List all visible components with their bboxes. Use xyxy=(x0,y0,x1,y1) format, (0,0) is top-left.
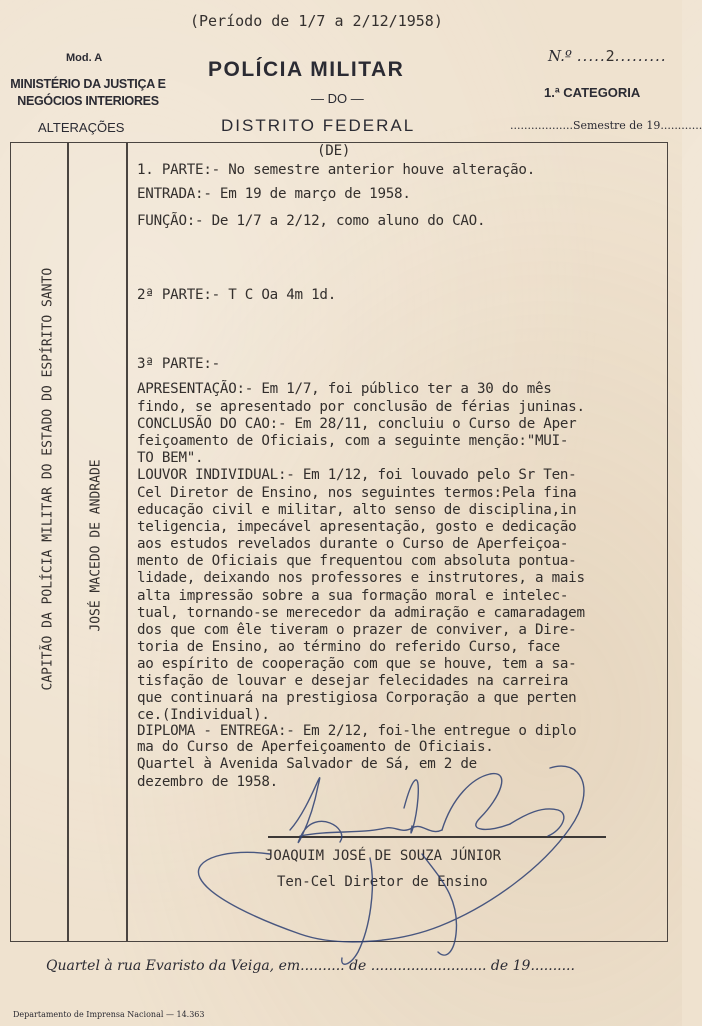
de-label: (DE) xyxy=(317,143,351,159)
body-line: 3ª PARTE:- xyxy=(137,356,220,372)
body-line: dezembro de 1958. xyxy=(137,774,278,790)
body-line: ce.(Individual). xyxy=(137,707,270,723)
semester-text: Semestre de 19 xyxy=(572,119,661,132)
body-line: feiçoamento de Oficiais, com a seguinte menção:"MUI- xyxy=(137,433,569,449)
body-line: APRESENTAÇÃO:- Em 1/7, foi público ter a 30 do mês xyxy=(137,381,552,397)
number-value: 2 xyxy=(605,47,615,65)
body-line: CONCLUSÃO DO CAO:- Em 28/11, concluiu o Curso de Aper xyxy=(137,416,577,432)
body-line: findo, se apresentado por conclusão de férias juninas. xyxy=(137,399,585,415)
period-heading: (Período de 1/7 a 2/12/1958) xyxy=(190,12,443,30)
handwritten-signature xyxy=(190,738,610,978)
body-line: Quartel à Avenida Salvador de Sá, em 2 de xyxy=(137,756,477,772)
body-line: dos que com êle tiveram o prazer de conviver, a Dire- xyxy=(137,622,577,638)
number-label: N.º xyxy=(548,47,572,65)
person-name: JOSÉ MACEDO DE ANDRADE xyxy=(88,459,104,632)
model-label: Mod. A xyxy=(66,52,103,64)
body-line: educação civil e militar, alto senso de disciplina,in xyxy=(137,502,577,518)
body-line: ao espírito de cooperação com que se houve, tem a sa- xyxy=(137,656,577,672)
semester-label: ..................Semestre de 19............ xyxy=(510,119,702,132)
column-divider xyxy=(126,142,128,942)
body-line: aos estudos revelados durante o Curso de Aperfeiçoa- xyxy=(137,536,569,552)
body-line: LOUVOR INDIVIDUAL:- Em 1/12, foi louvado pelo Sr Ten- xyxy=(137,467,577,483)
body-line: DIPLOMA - ENTREGA:- Em 2/12, foi-lhe entregue o diplo xyxy=(137,723,577,739)
body-line: lidade, deixando nos professores e instrutores, a mais xyxy=(137,570,585,586)
body-line: toria de Ensino, ao término do referido Curso, face xyxy=(137,639,560,655)
signatory-title: Ten-Cel Diretor de Ensino xyxy=(277,874,488,890)
org-do: — DO — xyxy=(311,91,364,106)
ministry-name: MINISTÉRIO DA JUSTIÇA E NEGÓCIOS INTERIORES xyxy=(10,77,166,108)
alteracoes-label: ALTERAÇÕES xyxy=(38,120,125,135)
org-title: POLÍCIA MILITAR xyxy=(208,58,405,81)
imprint-line: Departamento de Imprensa Nacional — 14.363 xyxy=(13,1010,205,1019)
body-line: ma do Curso de Aperfeiçoamento de Oficiais. xyxy=(137,739,494,755)
body-line: Cel Diretor de Ensino, nos seguintes termos:Pela fina xyxy=(137,485,577,501)
body-line: que continuará na prestigiosa Corporação a que perten xyxy=(137,690,577,706)
org-district: DISTRITO FEDERAL xyxy=(221,116,416,135)
category-label: 1.ª CATEGORIA xyxy=(544,85,641,100)
footer-place-line: Quartel à rua Evaristo da Veiga, em.......... de .......................... de 19.......... xyxy=(46,958,575,974)
rank-line: CAPITÃO DA POLÍCIA MILITAR DO ESTADO DO ESPÍRITO SANTO xyxy=(40,267,56,691)
body-line: FUNÇÃO:- De 1/7 a 2/12, como aluno do CAO. xyxy=(137,213,486,229)
column-divider xyxy=(67,142,69,942)
signatory-name: JOAQUIM JOSÉ DE SOUZA JÚNIOR xyxy=(265,848,502,864)
body-line: alta impressão sobre a sua formação moral e intelec- xyxy=(137,588,569,604)
body-line: tisfação de louvar e desejar felecidades na carreira xyxy=(137,673,569,689)
body-line: ENTRADA:- Em 19 de março de 1958. xyxy=(137,186,411,202)
body-line: tual, tornando-se merecedor da admiração e camaradagem xyxy=(137,605,585,621)
body-line: 2ª PARTE:- T C Oa 4m 1d. xyxy=(137,287,336,303)
body-line: teligencia, impecável apresentação, gosto e dedicação xyxy=(137,519,577,535)
body-line: mento de Oficiais que frequentou com absoluta pontua- xyxy=(137,553,577,569)
document-number: N.º .....2......... xyxy=(548,47,667,65)
body-line: 1. PARTE:- No semestre anterior houve alteração. xyxy=(137,162,535,178)
body-line: TO BEM". xyxy=(137,450,204,466)
